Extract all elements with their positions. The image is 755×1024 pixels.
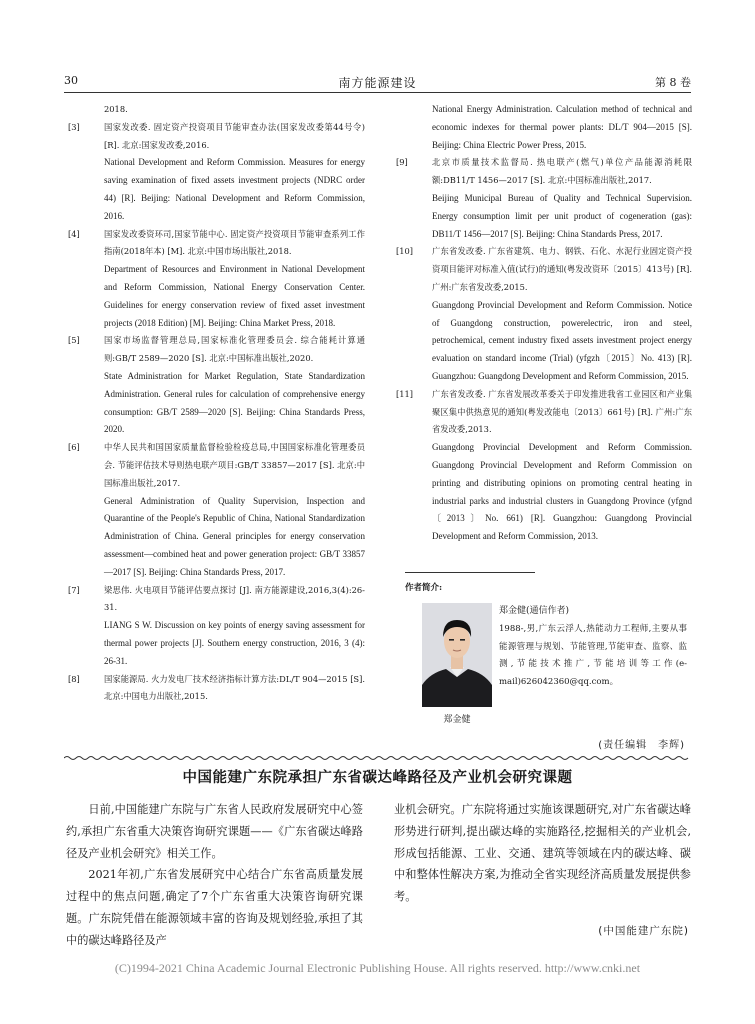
reference-text-en: National Energy Administration. Calculation method of technical and economic indexes for thermal power plants: DL/T 904—2015 [S]. Beijing: China Electric Power Press, 2015. (432, 104, 692, 150)
reference-text-en: Department of Resources and Environment in National Development and Reform Commission, National Energy Conservation Center. Guidelines for energy conservation review of fixed asset investment projects (2018 Edition) [M]. Beijing: China Market Press, 2018. (104, 264, 365, 328)
journal-title: 南方能源建设 (338, 76, 417, 90)
author-bio: 1988-,男,广东云浮人,热能动力工程师,主要从事能源管理与规划、节能管理,节能审查、监察、监测,节能技术推广,节能培训等工作(e-mail)626042360@qq.com。 (499, 624, 687, 687)
author-heading: 作者简介: (405, 583, 443, 593)
copyright-footer: (C)1994-2021 China Academic Journal Electronic Publishing House. All rights reserved. http://www.cnki.net (114, 961, 641, 975)
reference-entry (68, 226, 365, 333)
reference-text-en: National Development and Reform Commission. Measures for energy saving examination of fixed assets investment projects (NDRC order 44) [R]. Beijing: National Development and Reform Commission, 2016. (104, 157, 365, 221)
news-paragraph: 日前,中国能建广东院与广东省人民政府发展研究中心签约,承担广东省重大决策咨询研究课题——《广东省碳达峰路径及产业机会研究》相关工作。 (66, 803, 363, 860)
news-right-column (394, 799, 691, 908)
reference-text-en: Guangdong Provincial Development and Reform Commission. Notice of Guangdong construction, powerelectric, iron and steel, petrochemical, cement industry fixed assets investment project energy evaluation on standard income (Trial) (yfgzh〔2015〕No. 413) [R]. Guangzhou: Guangdong Development and Reform Commission, 2015. (432, 299, 692, 381)
reference-text-en: Beijing Municipal Bureau of Quality and Technical Supervision. Energy consumption limit per unit product of cogeneration (gas): DB11/T 1456—2017 [S]. Beijing: China Standards Press, 2017. (432, 192, 692, 239)
reference-number: [10] (396, 246, 414, 257)
reference-entry (68, 101, 365, 119)
reference-text-en: Guangdong Provincial Development and Reform Commission. Guangdong Provincial Development and Reform Commission on printing and distributing opinions on promoting central heating in industrial parks and industrial clusters in Guangdong Province (yfgnd〔2013〕No. 661) [R]. Guangzhou: Guangdong Provincial Development and Reform Commission, 2013. (432, 442, 692, 542)
news-paragraph: 业机会研究。广东院将通过实施该课题研究,对广东省碳达峰形势进行研判,提出碳达峰的实施路径,挖掘相关的产业机会,形成包括能源、工业、交通、建筑等领域在内的碳达峰、碳中和整体性解决方案,为推动全省实现经济高质量发展提供参考。 (394, 803, 691, 904)
reference-entry (68, 439, 365, 581)
editor-credit: (责任编辑 李辉) (598, 740, 685, 751)
news-source: (中国能建广东院) (598, 925, 689, 937)
reference-text-zh: 广东省发改委. 广东省建筑、电力、钢铁、石化、水泥行业固定资产投资项目能评对标准入值(试行)的通知(粤发改资环〔2015〕413号) [R]. 广州:广东省发改委,2015. (432, 246, 692, 292)
photo-caption: 郑金健 (443, 715, 471, 725)
decorative-divider (64, 755, 691, 761)
reference-text-zh: 中华人民共和国国家质量监督检验检疫总局,中国国家标准化管理委员会. 节能评估技术导则热电联产项目:GB/T 33857—2017 [S]. 北京:中国标准出版社,2017. (104, 442, 365, 488)
reference-entry (396, 386, 692, 546)
page-number: 30 (64, 74, 78, 87)
news-title: 中国能建广东院承担广东省碳达峰路径及产业机会研究课题 (182, 770, 573, 786)
references-left-column (68, 101, 365, 706)
reference-entry (68, 671, 365, 707)
reference-entry (68, 119, 365, 226)
reference-number: [8] (68, 673, 80, 684)
reference-entry (396, 101, 692, 154)
reference-entry (396, 154, 692, 243)
author-name: 郑金健(通信作者) (499, 606, 570, 616)
author-portrait-icon (422, 603, 492, 707)
reference-text-zh: 梁思伟. 火电项目节能评估要点探讨 [J]. 南方能源建设,2016,3(4):26-31. (104, 584, 365, 613)
volume-label: 第 8 卷 (655, 76, 691, 89)
author-photo (422, 603, 492, 707)
reference-entry (68, 332, 365, 439)
reference-text-zh: 国家市场监督管理总局,国家标准化管理委员会. 综合能耗计算通则:GB/T 2589—2020 [S]. 北京:中国标准出版社,2020. (104, 335, 365, 364)
reference-number: [11] (396, 388, 414, 399)
reference-text-en: State Administration for Market Regulation, State Standardization Administration. General rules for calculation of comprehensive energy consumption: GB/T 2589—2020 [S]. Beijing: China Standards Press, 2020. (104, 370, 365, 435)
reference-number: [9] (396, 157, 408, 168)
reference-entry (396, 243, 692, 385)
reference-text-zh: 广东省发改委. 广东省发展改革委关于印发推进我省工业园区和产业集聚区集中供热意见的通知(粤发改能电〔2013〕661号) [R]. 广州:广东省发改委,2013. (432, 388, 692, 435)
reference-number (396, 101, 432, 154)
header-rule (64, 92, 691, 93)
news-left-column (66, 799, 363, 952)
reference-number: [3] (68, 121, 80, 132)
reference-text-en: General Administration of Quality Supervision, Inspection and Quarantine of the People's Republic of China, National Standardization Administration of China. General principles for energy conservation assessment—combined heat and power generation project: GB/T 33857—2017 [S]. Beijing: China Standards Press, 2017. (104, 495, 365, 577)
references-right-column (396, 101, 692, 546)
reference-number (68, 101, 104, 119)
reference-entry (68, 582, 365, 671)
reference-text-en: LIANG S W. Discussion on key points of energy saving assessment for thermal power projects [J]. Southern energy construction, 2016, 3 (4): 26-31. (104, 620, 365, 666)
reference-text-zh: 国家能源局. 火力发电厂技术经济指标计算方法:DL/T 904—2015 [S]. 北京:中国电力出版社,2015. (104, 673, 365, 702)
reference-text-zh: 国家发改委资环司,国家节能中心. 固定资产投资项目节能审查系列工作指南(2018年本) [M]. 北京:中国市场出版社,2018. (104, 228, 365, 257)
reference-number: [7] (68, 584, 80, 595)
reference-number: [5] (68, 335, 80, 346)
author-rule (405, 572, 535, 573)
reference-text-zh: 北京市质量技术监督局. 热电联产(燃气)单位产品能源消耗限额:DB11/T 1456—2017 [S]. 北京:中国标准出版社,2017. (432, 157, 692, 186)
reference-number: [6] (68, 442, 80, 453)
news-paragraph: 2021年初,广东省发展研究中心结合广东省高质量发展过程中的焦点问题,确定了7个广东省重大决策咨询研究课题。广东院凭借在能源领域丰富的咨询及规划经验,承担了其中的碳达峰路径及产 (66, 868, 363, 947)
reference-number: [4] (68, 228, 80, 239)
reference-text-zh: 2018. (104, 104, 128, 114)
reference-text-zh: 国家发改委. 固定资产投资项目节能审查办法(国家发改委第44号令) [R]. 北京:国家发改委,2016. (104, 121, 365, 150)
